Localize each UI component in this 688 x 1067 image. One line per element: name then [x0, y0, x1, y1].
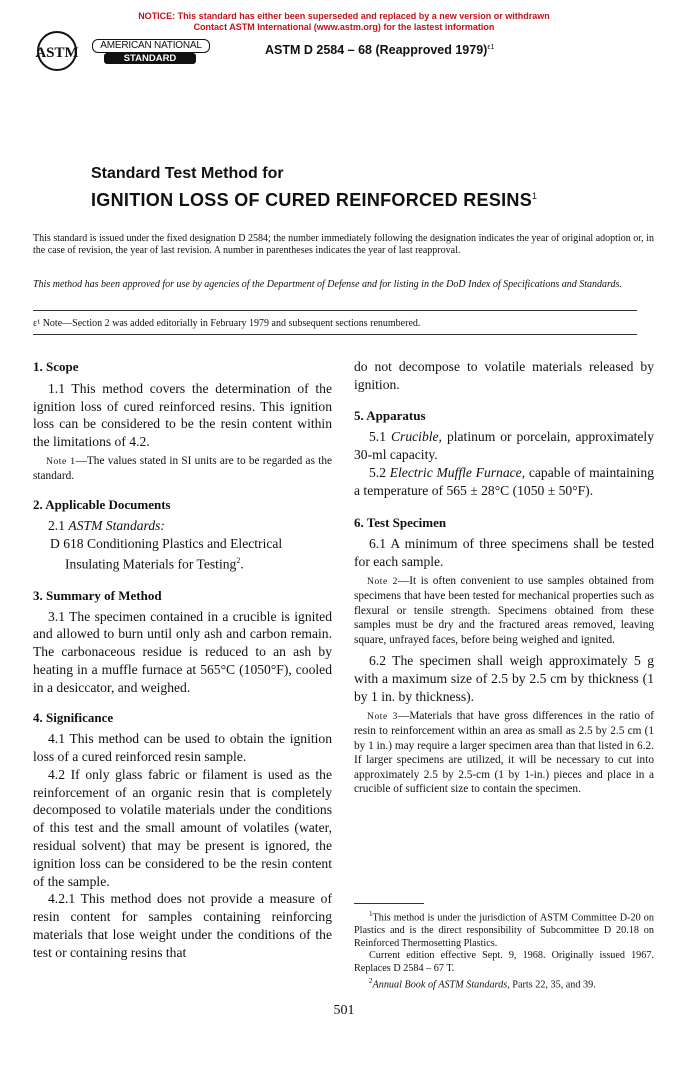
para-2-1-num: 2.1 — [48, 517, 65, 533]
footnote-2 — [354, 975, 654, 992]
reference-d618: D 618 Conditioning Plastics and Electrical Insulating Materials for Testing$^2$. — [50, 535, 283, 572]
note-3-text: —Materials that have gross differences in the ratio of resin to reinforcement within an area as small as 2.5 by 2.5 cm (1 by 1 in.) may require a larger specimen area than that listed in 6.2. If larger specimens are utilized, it will be necessary to cut into approximately 2.5 by 2.5-cm (1 by 1-in.) pieces and place in a crucible of sufficient size to contain the specimen. — [354, 709, 654, 796]
footnotes — [354, 908, 654, 992]
para-4-2-1: 4.2.1 This method does not provide a measure of resin content for samples containing reinforcing materials that lose weight under the conditions of the test or containing resins that — [33, 891, 332, 960]
para-5-2 — [354, 464, 654, 500]
note-1 — [33, 454, 332, 484]
footnote-1-text: This method is under the jurisdiction of ASTM Committee D-20 on Plastics and is the direct responsibility of Subcommittee D 20.18 on Reinforced Thermosetting Plastics. — [354, 912, 654, 949]
astm-logo — [33, 29, 81, 73]
heading-apparatus: 5. Apparatus — [354, 407, 426, 423]
para-6-2: 6.2 The specimen shall weigh approximately 5 g with a maximum size of 2.5 by 2.5 cm by thickness (1 by 1 in. by thickness). — [354, 653, 654, 705]
heading-significance: 4. Significance — [33, 710, 114, 726]
page-number: 501 — [333, 1003, 355, 1018]
heading-test-specimen: 6. Test Specimen — [354, 514, 447, 530]
para-5-1-num: 5.1 — [369, 429, 386, 445]
left-column — [33, 358, 332, 962]
heading-applicable-documents: 2. Applicable Documents — [33, 496, 171, 512]
astm-logo-text: ASTM — [35, 45, 79, 61]
heading-summary: 3. Summary of Method — [33, 587, 162, 603]
issued-statement: This standard is issued under the fixed designation D 2584; the number immediately following the designation indicates the year of original adoption or, in the case of revision, the year of last revision. A number in parentheses indicates the year of last reapproval. — [33, 233, 654, 256]
ansi-mark-top: AMERICAN NATIONAL — [92, 39, 210, 53]
note-3 — [354, 709, 654, 797]
note-2 — [354, 574, 654, 648]
para-2-1 — [33, 517, 332, 535]
footnote-2-num: 2 — [369, 977, 373, 986]
footnote-1-num: 1 — [369, 910, 373, 918]
designation — [265, 43, 494, 57]
epsilon-note: ε¹ Note—Section 2 was added editorially in February 1979 and subsequent sections renumbered. — [33, 318, 421, 329]
footnote-rule — [354, 903, 424, 904]
note-1-label: Note 1 — [46, 456, 76, 467]
para-2-1-title: ASTM Standards: — [68, 517, 165, 533]
para-5-1-text: platinum or porcelain, approximately 30-ml capacity. — [354, 429, 655, 463]
footnote-2-text: Parts 22, 35, and 39. — [512, 979, 596, 991]
note-3-label: Note 3 — [367, 711, 399, 722]
para-5-2-num: 5.2 — [369, 464, 386, 480]
para-4-1: 4.1 This method can be used to obtain the ignition loss of a cured reinforced resin sample. — [33, 731, 332, 765]
footnote-1-edition: Current edition effective Sept. 9, 1968. Originally issued 1967. Replaces D 2584 – 67 T. — [354, 950, 654, 974]
para-5-2-text: capable of maintaining a temperature of 565 ± 28°C (1050 ± 50°F). — [354, 464, 655, 498]
title-line-1: Standard Test Method for — [91, 165, 284, 182]
title-text: IGNITION LOSS OF CURED REINFORCED RESINS — [91, 190, 533, 210]
para-4-2-1-continued: do not decompose to volatile materials released by ignition. — [354, 359, 654, 392]
footnote-2-title: Annual Book of ASTM Standards, — [372, 979, 510, 991]
designation-mark: ε1 — [487, 43, 495, 51]
reference-d618-text: D 618 Conditioning Plastics and Electrical Insulating Materials for Testing — [50, 535, 283, 572]
note-1-text: —The values stated in SI units are to be regarded as the standard. — [33, 454, 332, 483]
reference-d618-ref: 2 — [236, 556, 241, 566]
note-2-label: Note 2 — [367, 576, 398, 587]
ansi-mark-bottom: STANDARD — [104, 53, 196, 64]
para-5-2-term: Electric Muffle Furnace, — [389, 464, 526, 480]
ansi-mark — [92, 39, 212, 65]
para-1-1: 1.1 This method covers the determination of the ignition loss of cured reinforced resins. This ignition loss can be considered to be the resin content within the limitations of 4.2. — [33, 380, 332, 450]
intro-rule-bottom — [33, 334, 637, 335]
para-6-1: 6.1 A minimum of three specimens shall be tested for each sample. — [354, 536, 654, 570]
notice-line-1: NOTICE: This standard has either been superseded and replaced by a new version or withdrawn — [138, 11, 550, 21]
intro-rule-top — [33, 310, 637, 311]
note-2-text: —It is often convenient to use samples obtained from specimens that have been tested for mechanical properties such as flexural or tensile strength. Specimens obtained from these samples must be dry and the fractured areas removed, leaving square, unfrayed faces, before being weighed and ignited. — [354, 574, 654, 646]
designation-text: ASTM D 2584 – 68 (Reapproved 1979) — [265, 43, 488, 57]
para-3-1: 3.1 The specimen contained in a crucible is ignited and allowed to burn until only ash and carbon remain. The carbonaceous residue is reduced to an ash by heating in a muffle furnace at 565°C (1050°F), cooled in a desiccator, and weighed. — [33, 608, 332, 695]
footnote-1 — [354, 908, 654, 950]
para-4-2: 4.2 If only glass fabric or filament is used as the reinforcement of an organic resin that is completely decomposed to volatile materials under the conditions of this test and the small amount of volatiles (water, residual solvent) that may be present is ignored, the ignition loss can be considered to be the resin content of the sample. — [33, 766, 332, 889]
title-line-2 — [91, 190, 537, 211]
right-column — [354, 358, 654, 797]
notice-line-2: Contact ASTM International (www.astm.org) for the lastest information — [193, 22, 495, 32]
para-5-1 — [354, 428, 654, 464]
title-footnote-ref: 1 — [532, 191, 538, 201]
dod-statement: This method has been approved for use by agencies of the Department of Defense and for listing in the DoD Index of Specifications and Standards. — [33, 279, 622, 290]
para-5-1-term: Crucible, — [390, 429, 442, 445]
heading-scope: 1. Scope — [33, 359, 79, 374]
